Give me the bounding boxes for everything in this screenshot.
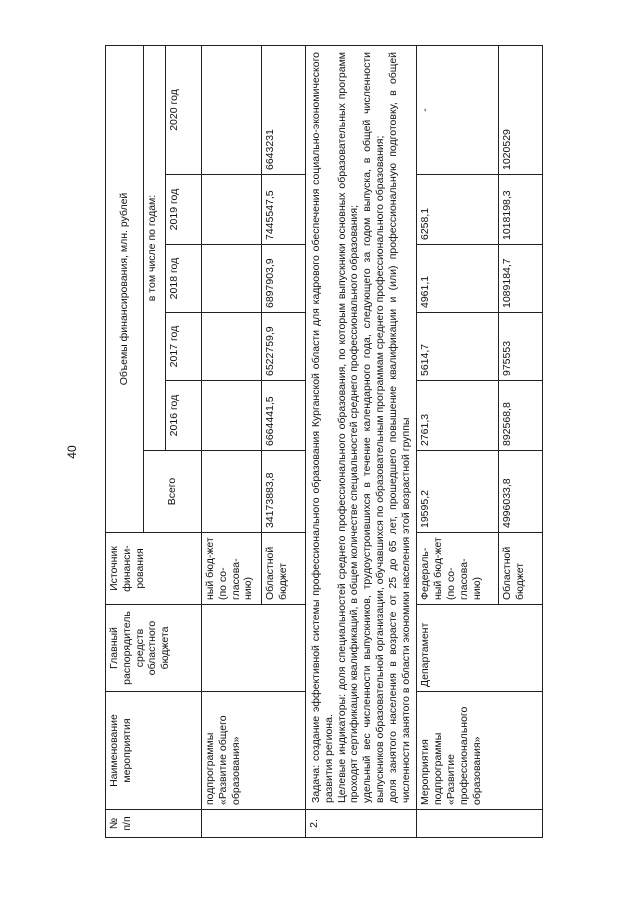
header-year: 2020 год [166,45,202,174]
header-source: Источник финанси-рования [106,533,202,605]
header-total: Всего [144,451,202,533]
rotated-page-content [105,46,527,838]
page-number: 40 [65,445,79,459]
row-value: 6897903,9 [262,245,306,313]
row-num [202,810,306,838]
row-value: 6258,1 [417,175,499,245]
row-manager: Департамент [417,605,543,692]
row-value: 5614,7 [417,313,499,381]
header-volumes: Объемы финансирования, млн. рублей [106,45,144,532]
financing-table [105,45,543,838]
row-value [202,175,262,245]
row-manager [202,605,306,692]
header-manager: Главный распорядитель средств областного бюджета [106,605,202,692]
row-value: 34173883,8 [262,451,306,533]
row-value: - [417,45,499,174]
row-value: 6522759,9 [262,313,306,381]
row-value [202,45,262,174]
row-value [202,381,262,451]
task-num: 2. [306,810,417,838]
table-row [417,45,499,837]
row-value: 1018198,3 [499,175,543,245]
header-year: 2019 год [166,175,202,245]
row-value [202,245,262,313]
header-name: Наименование мероприятия [106,692,202,810]
row-value: 7445547,5 [262,175,306,245]
row-value: 19595,2 [417,451,499,533]
row-value [202,451,262,533]
row-value: 892568,8 [499,381,543,451]
header-num: № п/п [106,810,202,838]
row-num [417,810,543,838]
row-value: 4961,1 [417,245,499,313]
table-row [202,45,262,837]
row-name: подпрограммы «Развитие общего образования» [202,692,306,810]
row-value: 6664441,5 [262,381,306,451]
row-value: 4996033,8 [499,451,543,533]
header-year: 2016 год [166,381,202,451]
header-row-1 [106,45,144,837]
row-value: 1020529 [499,45,543,174]
header-year: 2018 год [166,245,202,313]
row-value: 1089184,7 [499,245,543,313]
row-source: ный бюд-жет (по со-гласова-нию) [202,533,262,605]
header-by-years: в том числе по годам: [144,45,166,450]
row-source: Областной бюджет [262,533,306,605]
row-value [202,313,262,381]
task-row [306,45,417,837]
header-year: 2017 год [166,313,202,381]
task-text: Задача: создание эффективной системы профессионального образования Курганской области для кадрового обеспечения социально-экономического развития региона. Целевые индикаторы: доля специальностей среднего профессионального образования, по которым выпускники основных образовательных программ проходят сертификацию квалификаций, в общем количестве специальностей среднего профессионального образования; удельный вес численности выпускников, трудоустроившихся в течение календарного года, следующего за годом выпуска, в общей численности выпускников образовательной организации, обучавшихся по образовательным программам среднего профессионального образования; доля занятого населения в возрасте от 25 до 65 лет, прошедшего повышение квалификации и (или) профессиональную подготовку, в общей численности занятого в области экономики населения этой возрастной группы [306,45,417,809]
row-source: Федераль-ный бюд-жет (по со-гласова-нию) [417,533,499,605]
row-value: 2761,3 [417,381,499,451]
row-value: 975553 [499,313,543,381]
row-source: Областной бюджет [499,533,543,605]
row-value: 6643231 [262,45,306,174]
row-name: Мероприятия подпрограммы «Развитие профессионального образования» [417,692,543,810]
